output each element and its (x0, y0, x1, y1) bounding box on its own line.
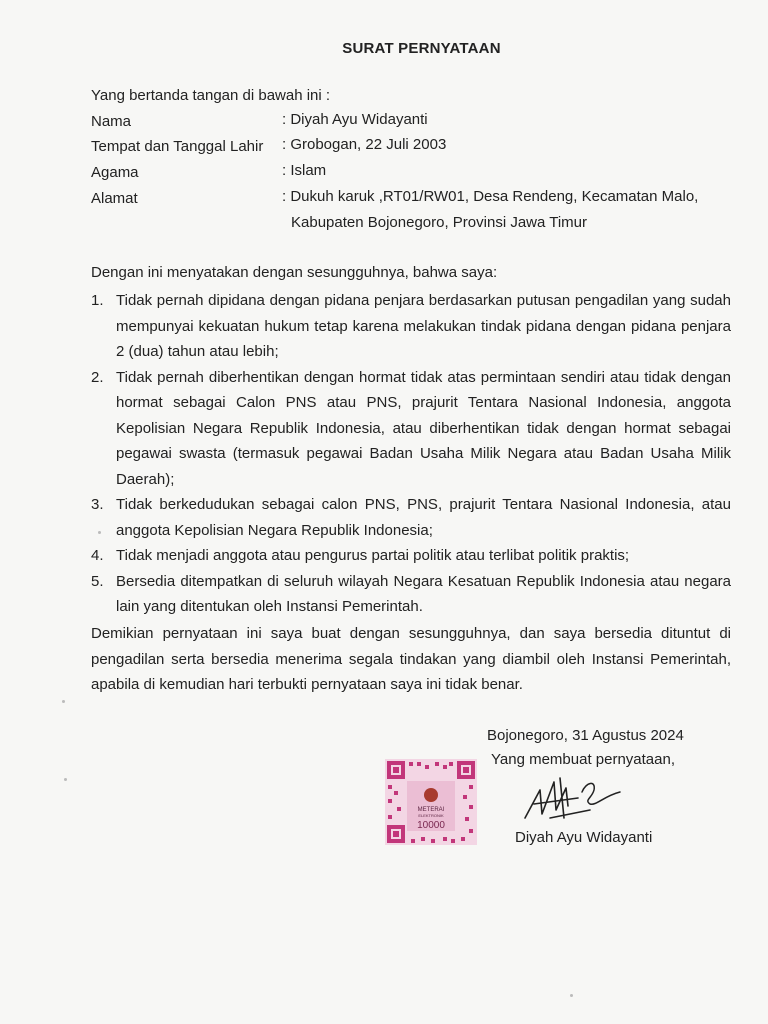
field-label-ttl: Tempat dan Tanggal Lahir (91, 138, 264, 155)
signer-name: Diyah Ayu Widayanti (515, 829, 653, 846)
list-item-number: 1. (91, 292, 104, 309)
signer-role: Yang membuat pernyataan, (491, 751, 676, 768)
intro-text: Yang bertanda tangan di bawah ini : (91, 87, 331, 104)
field-value-ttl: : Grobogan, 22 Juli 2003 (282, 136, 447, 153)
place-date: Bojonegoro, 31 Agustus 2024 (487, 727, 684, 744)
field-label-nama: Nama (91, 113, 132, 130)
list-item-text: Tidak pernah diberhentikan dengan hormat tidak atas permintaan sendiri atau tidak dengan hormat sebagai Calon PNS atau PNS, prajurit Tentara Nasional Indonesia, anggota Kepolisian Negara Republik Indonesia, atau diberhentikan tidak dengan hormat sebagai pegawai swasta (termasuk pegawai Badan Usaha Milik Negara atau Badan Usaha Milik Daerah); (116, 368, 731, 488)
scan-speck (62, 700, 65, 703)
stamp-label: METERAI (417, 807, 445, 813)
garuda-emblem-icon (424, 788, 438, 802)
list-item (91, 543, 731, 569)
scan-speck (64, 778, 67, 781)
statement-intro: Dengan ini menyatakan dengan sesungguhnya, bahwa saya: (91, 264, 498, 281)
list-item (91, 492, 731, 543)
list-item (91, 365, 731, 493)
field-value-nama: : Diyah Ayu Widayanti (282, 111, 428, 128)
field-label-agama: Agama (91, 164, 139, 181)
list-item-text: Tidak menjadi anggota atau pengurus partai politik atau terlibat politik praktis; (116, 547, 630, 564)
list-item-number: 3. (91, 496, 104, 513)
list-item-number: 2. (91, 368, 104, 386)
scan-speck (98, 531, 101, 534)
field-value-alamat: : Dukuh karuk ,RT01/RW01, Desa Rendeng, Kecamatan Malo, (282, 188, 699, 205)
list-item-text: Bersedia ditempatkan di seluruh wilayah Negara Kesatuan Republik Indonesia atau negara lain yang ditentukan oleh Instansi Pemerintah. (116, 572, 731, 615)
list-item-number: 5. (91, 572, 104, 590)
list-item-number: 4. (91, 547, 104, 564)
field-value-alamat-cont: Kabupaten Bojonegoro, Provinsi Jawa Timur (291, 214, 588, 231)
field-label-alamat: Alamat (91, 190, 138, 207)
handwritten-signature (520, 770, 630, 825)
list-item (91, 288, 731, 365)
closing-paragraph: Demikian pernyataan ini saya buat dengan sesungguhnya, dan saya bersedia dituntut di pengadilan serta bersedia menerima segala tindakan yang diambil oleh Instansi Pemerintah, apabila di kemudian hari terbukti pernyataan saya ini tidak benar. (91, 625, 731, 693)
stamp-value: 10000 (417, 820, 445, 831)
document-title: SURAT PERNYATAAN (342, 40, 501, 57)
field-value-agama: : Islam (282, 162, 327, 179)
stamp-sublabel: ELEKTRONIK (418, 813, 444, 818)
e-meterai-stamp (385, 759, 477, 845)
statement-list (91, 288, 731, 620)
list-item-text: Tidak pernah dipidana dengan pidana penjara berdasarkan putusan pengadilan yang sudah mempunyai kekuatan hukum tetap karena melakukan tindak pidana dengan pidana penjara 2 (dua) tahun atau lebih; (116, 292, 731, 360)
list-item-text: Tidak berkedudukan sebagai calon PNS, PNS, prajurit Tentara Nasional Indonesia, atau anggota Kepolisian Negara Republik Indonesia; (116, 496, 731, 539)
list-item (91, 569, 731, 620)
scan-speck (570, 994, 573, 997)
